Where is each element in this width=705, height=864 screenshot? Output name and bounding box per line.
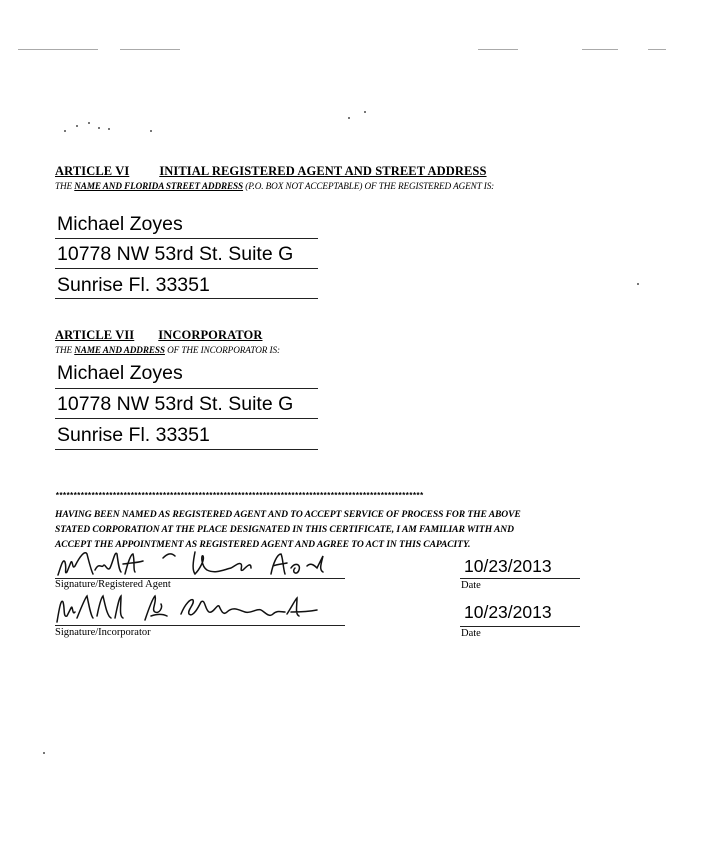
scan-artifact-line xyxy=(582,49,618,50)
scan-speck xyxy=(64,130,66,132)
date-line-incorporator xyxy=(460,626,580,627)
incorporator-signature-caption: Signature/Incorporator xyxy=(55,627,151,638)
article-vi-instructions: THE NAME AND FLORIDA STREET ADDRESS (P.O. BOX NOT ACCEPTABLE) OF THE REGISTERED AGENT IS: xyxy=(55,181,495,191)
scan-artifact-line xyxy=(120,49,180,50)
scan-artifact-line xyxy=(18,49,98,50)
agent-date-caption: Date xyxy=(461,580,481,591)
field-underline xyxy=(55,418,318,419)
scan-artifact-line xyxy=(478,49,518,50)
agent-signature xyxy=(55,548,345,580)
acceptance-statement xyxy=(55,507,615,552)
article-vii-number: ARTICLE VII xyxy=(55,328,135,342)
acceptance-line: HAVING BEEN NAMED AS REGISTERED AGENT AND TO ACCEPT SERVICE OF PROCESS FOR THE ABOVE xyxy=(55,509,521,520)
signature-line-incorporator xyxy=(55,625,345,626)
incorporator-date-value: 10/23/2013 xyxy=(464,602,552,622)
article-vii-title: INCORPORATOR xyxy=(158,328,263,342)
date-line-agent xyxy=(460,578,580,579)
scan-speck xyxy=(150,130,152,132)
agent-signature-caption: Signature/Registered Agent xyxy=(55,579,171,590)
article-vi-number: ARTICLE VI xyxy=(55,164,130,178)
scan-speck xyxy=(364,111,366,113)
field-underline xyxy=(55,238,318,239)
article-vii-heading xyxy=(55,328,263,343)
article-vii-instructions: THE NAME AND ADDRESS OF THE INCORPORATOR IS: xyxy=(55,345,280,355)
scan-speck xyxy=(43,752,45,754)
field-underline xyxy=(55,298,318,299)
incorporator-city-field: Sunrise Fl. 33351 xyxy=(57,424,210,446)
article-vi-title: INITIAL REGISTERED AGENT AND STREET ADDRESS xyxy=(159,164,487,178)
scan-speck xyxy=(108,128,110,130)
incorporator-date-caption: Date xyxy=(461,628,481,639)
agent-name-field: Michael Zoyes xyxy=(57,213,183,235)
agent-address-field: 10778 NW 53rd St. Suite G xyxy=(57,243,294,265)
field-underline xyxy=(55,449,318,450)
scan-speck xyxy=(98,127,100,129)
scan-speck xyxy=(88,122,90,124)
acceptance-line: STATED CORPORATION AT THE PLACE DESIGNATED IN THIS CERTIFICATE, I AM FAMILIAR WITH AND xyxy=(55,524,514,535)
scan-speck xyxy=(348,117,350,119)
scan-speck xyxy=(637,283,639,285)
incorporator-name-field: Michael Zoyes xyxy=(57,362,183,384)
scan-speck xyxy=(76,125,78,127)
field-underline xyxy=(55,268,318,269)
agent-date-value: 10/23/2013 xyxy=(464,556,552,576)
scan-artifact-line xyxy=(648,49,666,50)
asterisk-separator: ******************************************************************************************************* xyxy=(55,492,423,501)
agent-city-field: Sunrise Fl. 33351 xyxy=(57,274,210,296)
incorporator-address-field: 10778 NW 53rd St. Suite G xyxy=(57,393,294,415)
acceptance-line: ACCEPT THE APPOINTMENT AS REGISTERED AGENT AND AGREE TO ACT IN THIS CAPACITY. xyxy=(55,539,471,550)
incorporator-signature xyxy=(55,590,345,628)
article-vi-heading xyxy=(55,164,487,179)
field-underline xyxy=(55,388,318,389)
